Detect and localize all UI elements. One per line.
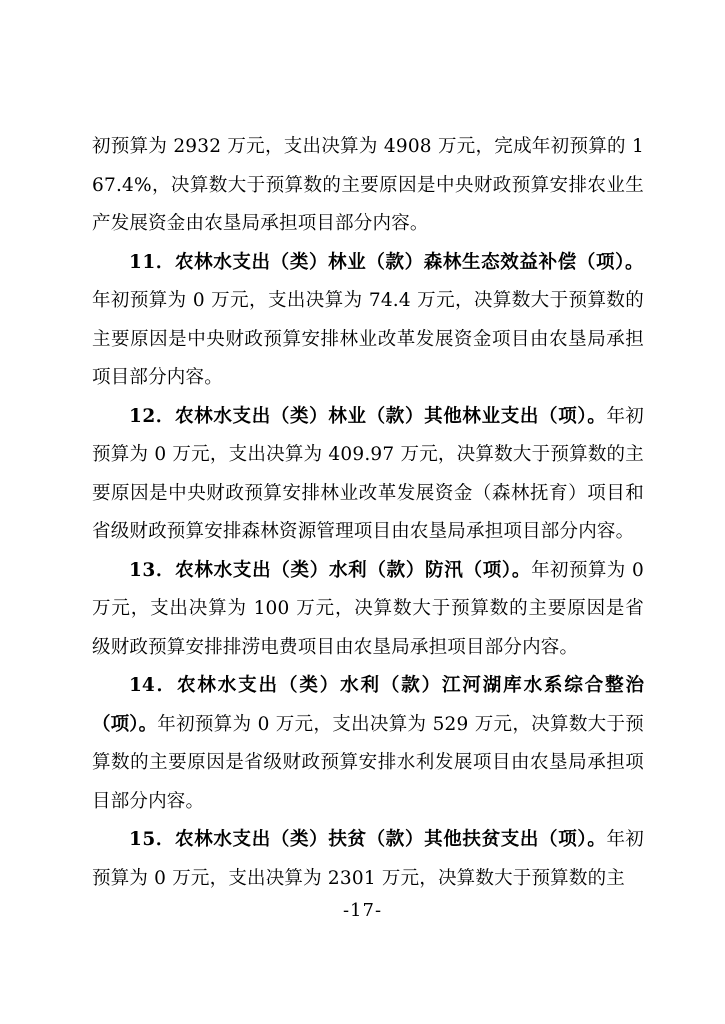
paragraph-text: 年初预算为 0 万元，支出决算为 529 万元，决算数大于预算数的主要原因是省级财政预算安排水利发展项目由农垦局承担项目部分内容。	[92, 713, 644, 812]
paragraph-item-12	[92, 398, 644, 552]
paragraph-text: 年初预算为 0 万元，支出决算为 2301 万元，决算数大于预算数的主	[92, 829, 644, 889]
paragraph-heading: 12．农林水支出（类）林业（款）其他林业支出（项）。	[129, 405, 607, 427]
paragraph-heading: 14．农林水支出（类）水利（款）江河湖库水系综合整治（项）。	[92, 675, 644, 735]
paragraph-heading: 13．农林水支出（类）水利（款）防汛（项）。	[129, 559, 532, 581]
paragraph-text: 年初预算为 0 万元，支出决算为 74.4 万元，决算数大于预算数的主要原因是中央财政预算安排林业改革发展资金项目由农垦局承担项目部分内容。	[92, 290, 644, 388]
paragraph-text: 初预算为 2932 万元，支出决算为 4908 万元，完成年初预算的 167.4%，决算数大于预算数的主要原因是中央财政预算安排农业生产发展资金由农垦局承担项目部分内容。	[92, 136, 644, 234]
page-number: -17-	[342, 900, 383, 921]
paragraph-heading: 11．农林水支出（类）林业（款）森林生态效益补偿（项）。	[129, 251, 644, 273]
paragraph-item-13	[92, 552, 644, 668]
document-body	[92, 128, 644, 898]
paragraph-item-11	[92, 244, 644, 398]
paragraph-item-14	[92, 667, 644, 821]
paragraph-continuation	[92, 128, 644, 244]
paragraph-text: 年初预算为 0 万元，支出决算为 409.97 万元，决算数大于预算数的主要原因是中央财政预算安排林业改革发展资金（森林抚育）项目和省级财政预算安排森林资源管理项目由农垦局承担项目部分内容。	[92, 405, 644, 542]
paragraph-item-15	[92, 821, 644, 898]
paragraph-heading: 15．农林水支出（类）扶贫（款）其他扶贫支出（项）。	[129, 829, 607, 850]
paragraph-text: 年初预算为 0 万元，支出决算为 100 万元，决算数大于预算数的主要原因是省级财政预算安排排涝电费项目由农垦局承担项目部分内容。	[92, 559, 644, 658]
